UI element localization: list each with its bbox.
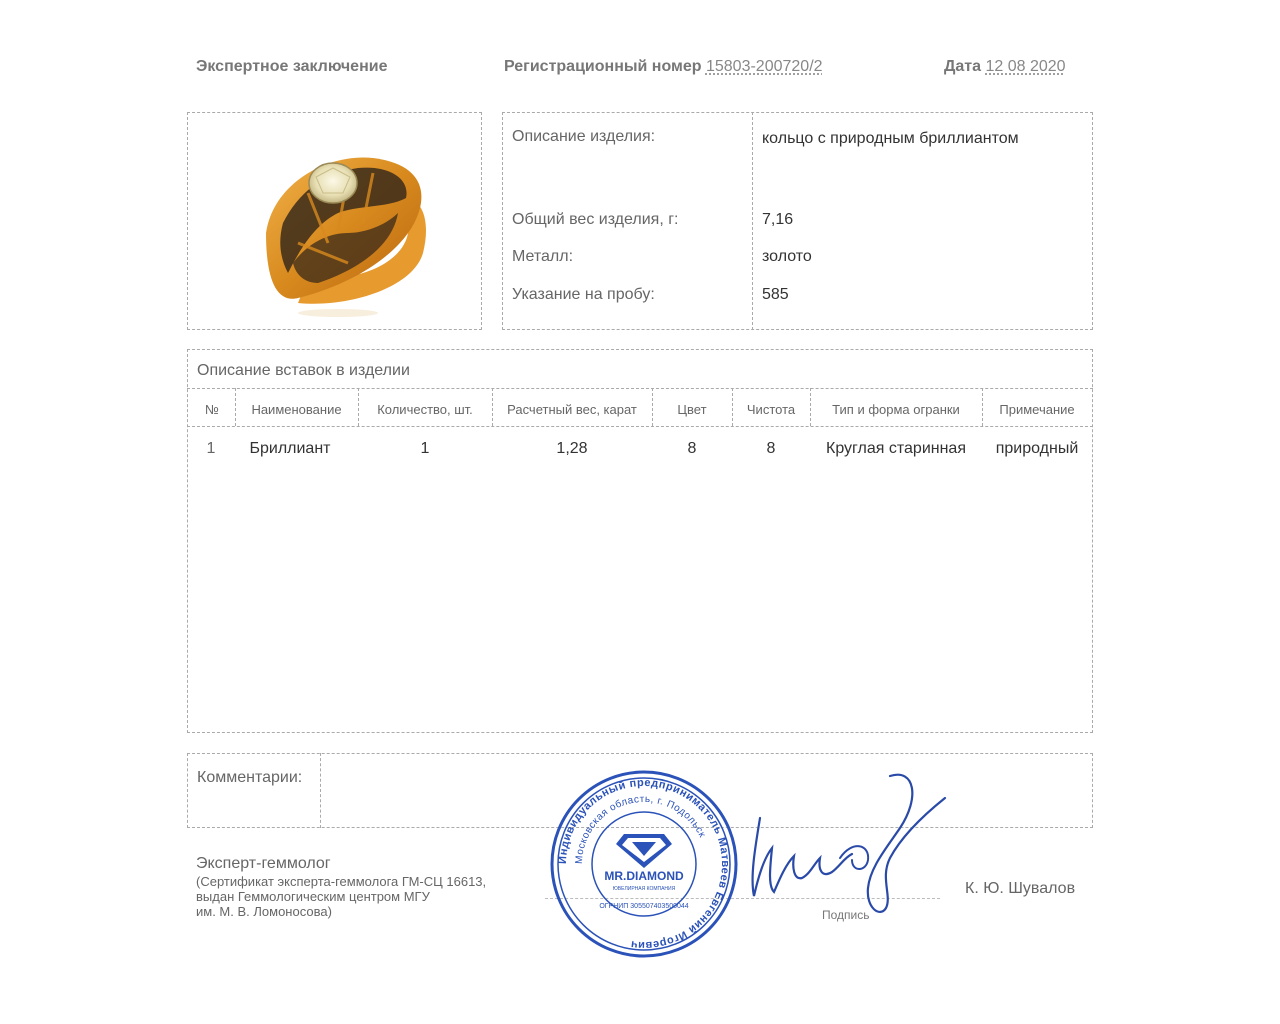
weight-value: 7,16: [762, 211, 794, 228]
inserts-title-divider: [187, 388, 1093, 389]
registration-number: [504, 58, 823, 76]
hallmark-value: 585: [762, 286, 789, 303]
date-label: Дата: [944, 58, 982, 75]
cell-clarity: 8: [766, 440, 776, 457]
cell-number: 1: [206, 440, 216, 457]
cell-note: природный: [995, 440, 1079, 457]
handwritten-signature-icon: [740, 768, 955, 928]
column-header-note: Примечание: [999, 402, 1075, 417]
registration-label: Регистрационный номер: [504, 58, 702, 75]
product-photo-frame: [187, 112, 482, 330]
cell-quantity: 1: [420, 440, 430, 457]
inserts-title: Описание вставок в изделии: [197, 362, 410, 379]
date-value: 12 08 2020: [985, 58, 1066, 75]
expert-certificate-line-1: (Сертификат эксперта-геммолога ГМ-СЦ 16613,: [196, 874, 487, 889]
description-value: кольцо с природным бриллиантом: [762, 130, 1019, 147]
column-header-name: Наименование: [251, 402, 342, 417]
ring-photo-icon: [188, 113, 483, 331]
weight-label: Общий вес изделия, г:: [512, 211, 679, 228]
stamp-outer-text: Индивидуальный предприниматель Матвеев Евгений Игоревич: [556, 776, 732, 952]
column-header-clarity: Чистота: [746, 402, 796, 417]
expert-name: К. Ю. Шувалов: [965, 880, 1076, 897]
company-stamp-icon: [548, 768, 740, 960]
expert-title: Эксперт-геммолог: [196, 855, 331, 872]
expert-certificate-line-3: им. М. В. Ломоносова): [196, 904, 332, 919]
expert-certificate-line-2: выдан Геммологическим центром МГУ: [196, 889, 430, 904]
cell-cut: Круглая старинная: [826, 440, 966, 457]
description-label: Описание изделия:: [512, 128, 656, 145]
signature-label: Подпись: [822, 908, 870, 922]
metal-value: золото: [762, 248, 812, 265]
document-title: Экспертное заключение: [196, 58, 388, 75]
stamp-ogrnip: ОГРНИП 305507403500044: [599, 903, 689, 910]
column-header-cut: Тип и форма огранки: [832, 402, 960, 417]
column-header-quantity: Количество, шт.: [377, 402, 473, 417]
metal-label: Металл:: [512, 248, 574, 265]
column-header-weight: Расчетный вес, карат: [507, 402, 637, 417]
inserts-header-divider: [187, 426, 1093, 427]
stamp-brand-subtitle: ЮВЕЛИРНАЯ КОМПАНИЯ: [612, 886, 676, 892]
cell-name: Бриллиант: [249, 440, 331, 457]
diamond-logo-icon: [616, 834, 672, 868]
registration-value: 15803-200720/2: [705, 58, 823, 75]
cell-color: 8: [687, 440, 697, 457]
comments-divider: [320, 753, 321, 828]
hallmark-label: Указание на пробу:: [512, 286, 655, 303]
stamp-brand: MR.DIAMOND: [604, 869, 684, 883]
product-info-divider: [752, 112, 753, 330]
column-header-color: Цвет: [677, 402, 707, 417]
document-date: [944, 58, 1066, 76]
comments-label: Комментарии:: [197, 769, 303, 786]
column-header-number: №: [205, 402, 219, 417]
cell-weight: 1,28: [556, 440, 588, 457]
stamp-inner-text: Московская область, г. Подольск: [573, 793, 708, 865]
